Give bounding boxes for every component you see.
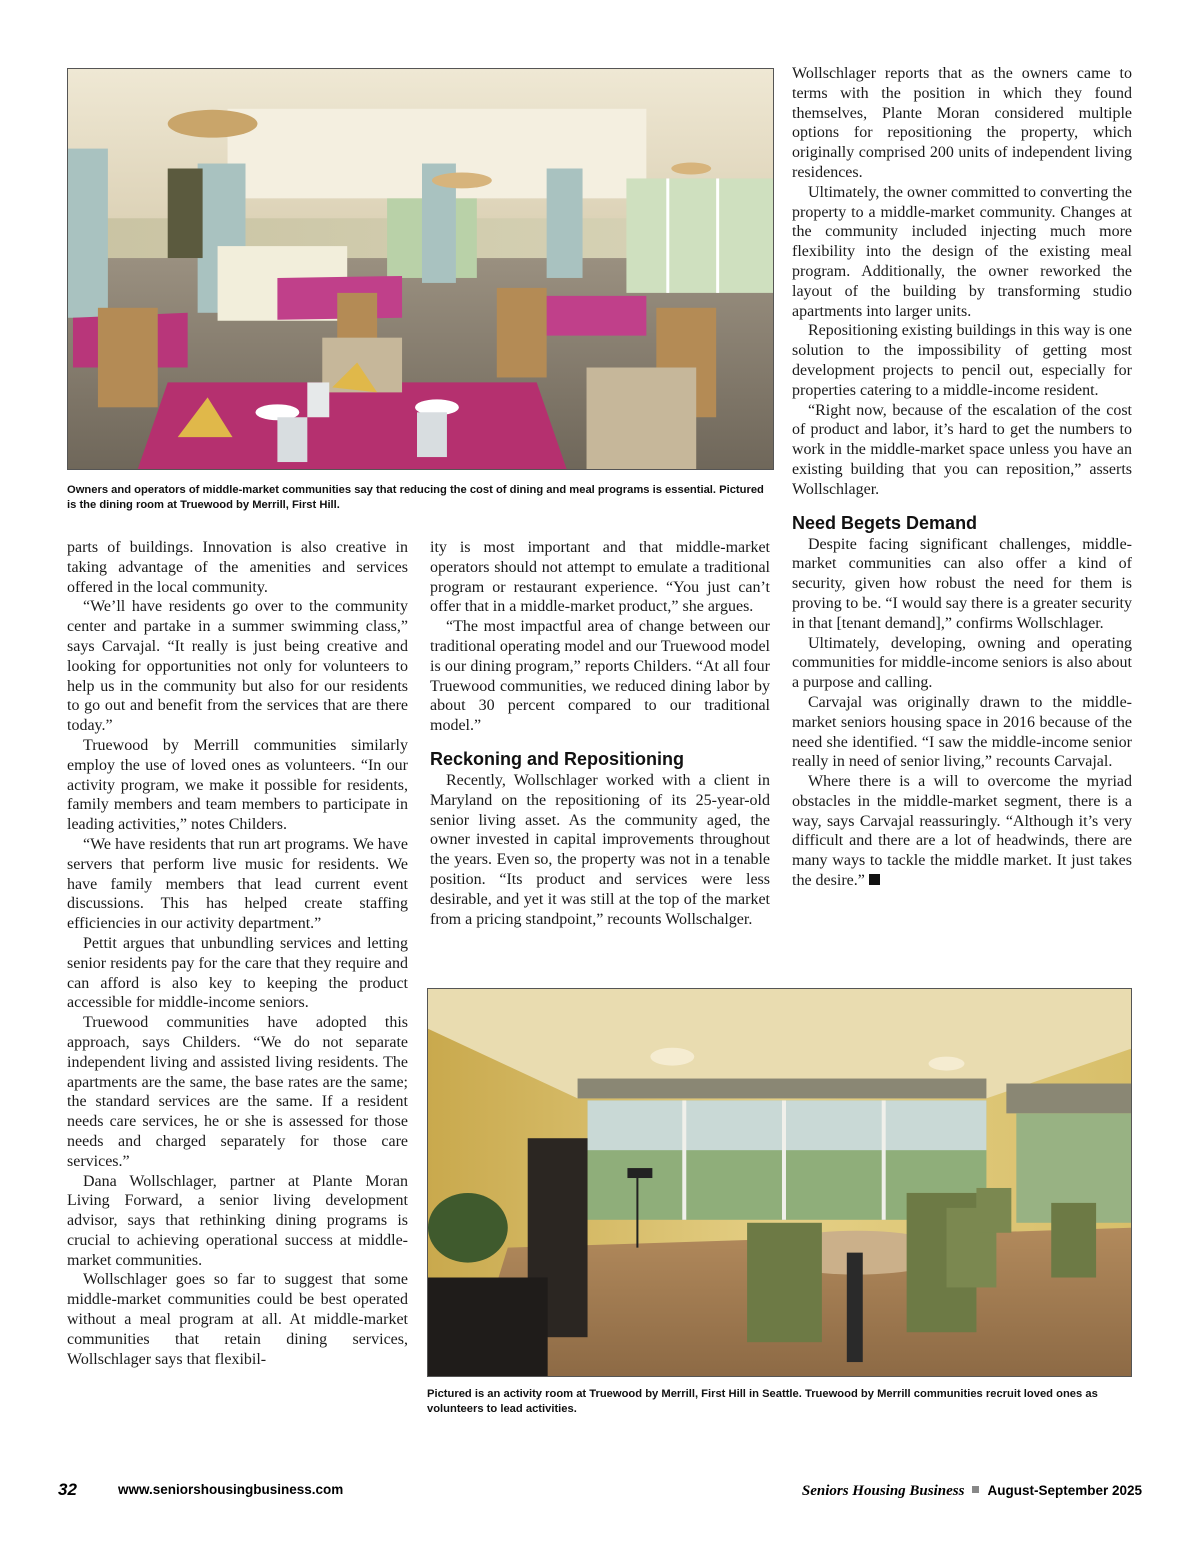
- section-heading: Need Begets Demand: [792, 512, 978, 533]
- article-column-left: [67, 538, 408, 1369]
- page-number: 32: [58, 1480, 77, 1499]
- website-url[interactable]: www.seniorshousingbusiness.com: [118, 1482, 344, 1497]
- paragraph: ity is most important and that middle-market operators should not attempt to emulate a traditional program or restaurant experience. “You just can’t offer that in a middle-market product,” she argues.: [430, 539, 770, 616]
- paragraph: Ultimately, the owner committed to converting the property to a middle-market community. Changes at the community included injecting much more flexibility into the design of the existing meal program. Additionally, the owner reworked the layout of the building by transforming studio apartments into larger units.: [792, 183, 1132, 320]
- paragraph: Truewood communities have adopted this approach, says Childers. “We do not separate independent living and assisted living residents. The apartments are the same, the base rates are the same; the standard services are the same. If a resident needs care services, he or she is assessed for those needs and charged separately for those care services.”: [67, 1014, 408, 1170]
- activity-room-photo: [427, 988, 1132, 1377]
- dining-room-photo: [67, 68, 774, 470]
- paragraph: Ultimately, developing, owning and operating communities for middle-income seniors is also about a purpose and calling.: [792, 634, 1132, 692]
- paragraph: Carvajal was originally drawn to the middle-market seniors housing space in 2016 because of the need she identified. “I saw the middle-income senior really in need of senior living,” recounts Carvajal.: [792, 693, 1132, 771]
- paragraph: Repositioning existing buildings in this way is one solution to the impossibility of getting most development projects to pencil out, especially for properties catering to a middle-income resident.: [792, 322, 1132, 399]
- page-footer: [58, 1480, 1142, 1502]
- magazine-issue-line: [802, 1482, 1142, 1500]
- magazine-title: Seniors Housing Business: [801, 1483, 965, 1499]
- paragraph: parts of buildings. Innovation is also creative in taking advantage of the amenities and services offered in the local community.: [67, 539, 408, 596]
- final-paragraph-text: Where there is a will to overcome the myriad obstacles in the middle-market segment, there is a way, says Carvajal reassuringly. “Although it’s very difficult and there are a lot of headwinds, there are many ways to tackle the middle market. It just takes the desire.”: [792, 773, 1132, 890]
- paragraph: “We’ll have residents go over to the community center and partake in a summer swimming class,” says Carvajal. “It really is just being creative and looking for opportunities not only for volunteers to help us in the community but also for our residents to go out and benefit from the services that are there today.”: [67, 598, 408, 735]
- section-heading: Reckoning and Repositioning: [430, 748, 685, 769]
- paragraph: “The most impactful area of change between our traditional operating model and our Truewood model is our dining program,” reports Childers. “At all four Truewood communities, we reduced dining labor by about 30 percent compared to our traditional model.”: [430, 618, 770, 735]
- paragraph: [792, 772, 1132, 891]
- article-column-middle: [430, 538, 770, 929]
- paragraph: Despite facing significant challenges, middle-market communities can also offer a kind of security, given how robust the need for them is proving to be. “I would say there is a greater security in that [tenant demand],” confirms Wollschlager.: [792, 535, 1132, 632]
- paragraph: Wollschlager reports that as the owners came to terms with the position in which they found themselves, Plante Moran considered multiple options for repositioning the property, which originally comprised 200 units of independent living residences.: [792, 65, 1132, 181]
- paragraph: Wollschlager goes so far to suggest that some middle-market communities could be best operated without a meal program at all. At middle-market communities that retain dining services, Wollschlager says that flexibil-: [67, 1271, 408, 1368]
- issue-date: August-September 2025: [987, 1483, 1142, 1498]
- paragraph: Recently, Wollschlager worked with a client in Maryland on the repositioning of its 25-year-old senior living asset. As the community aged, the owner invested in capital improvements throughout the years. Even so, the property was not in a tenable position. “Its product and services were less desirable, and yet it was still at the top of the market from a pricing standpoint,” recounts Wollschalger.: [430, 771, 770, 928]
- paragraph: “Right now, because of the escalation of the cost of product and labor, it’s hard to get the numbers to work in the middle-market space unless you have an existing building that you can reposition,” asserts Wollschlager.: [792, 401, 1132, 498]
- paragraph: Truewood by Merrill communities similarly employ the use of loved ones as volunteers. “In our activity program, we make it possible for residents, family members and team members to participate in leading activities,” notes Childers.: [67, 736, 408, 834]
- paragraph: Dana Wollschlager, partner at Plante Moran Living Forward, a senior living development advisor, says that rethinking dining programs is crucial to achieving operational success at middle-market communities.: [67, 1172, 408, 1269]
- dining-room-caption: Owners and operators of middle-market communities say that reducing the cost of dining and meal programs is essential. Pictured is the dining room at Truewood by Merrill, First Hill.: [67, 484, 764, 511]
- activity-room-illustration: [428, 989, 1131, 1376]
- activity-room-caption: Pictured is an activity room at Truewood by Merrill, First Hill in Seattle. Truewood by Merrill communities recruit loved ones as volunteers to lead activities.: [427, 1388, 1098, 1415]
- end-mark-icon: [869, 874, 880, 885]
- separator-square-icon: [972, 1486, 979, 1493]
- article-column-right: [792, 64, 1132, 891]
- paragraph: “We have residents that run art programs. We have servers that perform live music for residents. We have family members that lead current event discussions. This has helped create staffing efficiencies in our activity department.”: [67, 835, 408, 933]
- paragraph: Pettit argues that unbundling services and letting senior residents pay for the care that they require and can afford is also key to keeping the product accessible for middle-income seniors.: [67, 934, 408, 1012]
- dining-room-illustration: [68, 69, 773, 469]
